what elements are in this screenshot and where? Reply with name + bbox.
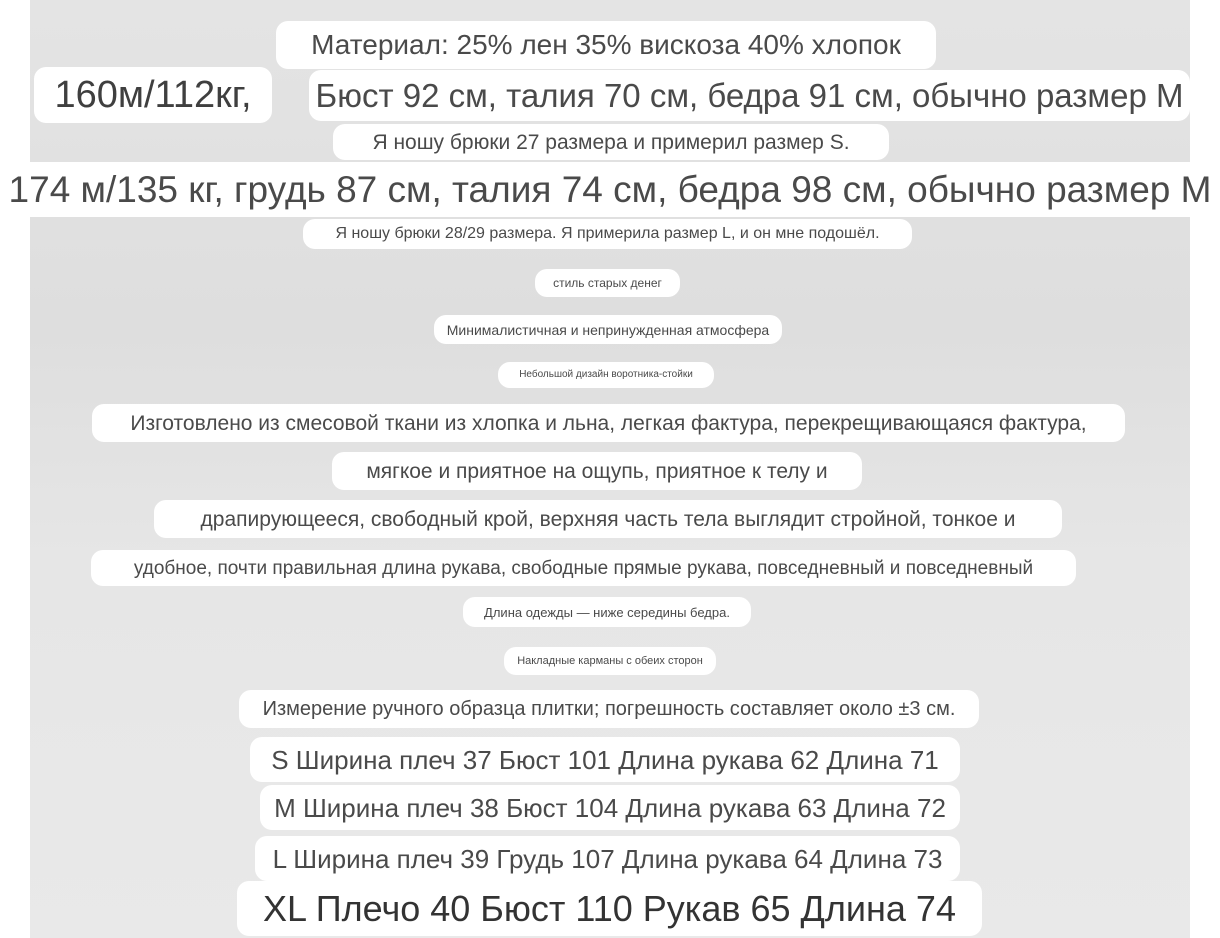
atmosphere-tag: Минималистичная и непринужденная атмосфера [434, 315, 782, 344]
description-line-2: мягкое и приятное на ощупь, приятное к телу и [332, 452, 862, 490]
description-line-4: удобное, почти правильная длина рукава, свободные прямые рукава, повседневный и повседневный [91, 550, 1076, 586]
size-row-s: S Ширина плеч 37 Бюст 101 Длина рукава 62 Длина 71 [250, 737, 960, 782]
length-tag: Длина одежды — ниже середины бедра. [463, 597, 751, 627]
model-b-fit-note: Я ношу брюки 28/29 размера. Я примерила размер L, и он мне подошёл. [303, 219, 912, 249]
model-a-fit-note: Я ношу брюки 27 размера и примерил размер S. [333, 124, 889, 160]
model-a-height-weight: 160м/112кг, [34, 67, 272, 123]
size-row-m: M Ширина плеч 38 Бюст 104 Длина рукава 63 Длина 72 [260, 785, 960, 830]
style-tag: стиль старых денег [535, 269, 680, 297]
size-row-l: L Ширина плеч 39 Грудь 107 Длина рукава 64 Длина 73 [255, 836, 960, 881]
size-row-xl: XL Плечо 40 Бюст 110 Рукав 65 Длина 74 [237, 881, 982, 936]
model-b-measurements: 174 м/135 кг, грудь 87 см, талия 74 см, бедра 98 см, обычно размер M [30, 162, 1190, 217]
collar-tag: Небольшой дизайн воротника-стойки [498, 362, 714, 388]
model-a-measurements: Бюст 92 см, талия 70 см, бедра 91 см, обычно размер M [309, 70, 1190, 121]
material-label: Материал: 25% лен 35% вискоза 40% хлопок [276, 21, 936, 69]
measurement-note: Измерение ручного образца плитки; погрешность составляет около ±3 см. [239, 690, 979, 728]
pockets-tag: Накладные карманы с обеих сторон [504, 647, 716, 675]
description-line-1: Изготовлено из смесовой ткани из хлопка и льна, легкая фактура, перекрещивающаяся фактура, [92, 404, 1125, 442]
description-line-3: драпирующееся, свободный крой, верхняя часть тела выглядит стройной, тонкое и [154, 500, 1062, 538]
